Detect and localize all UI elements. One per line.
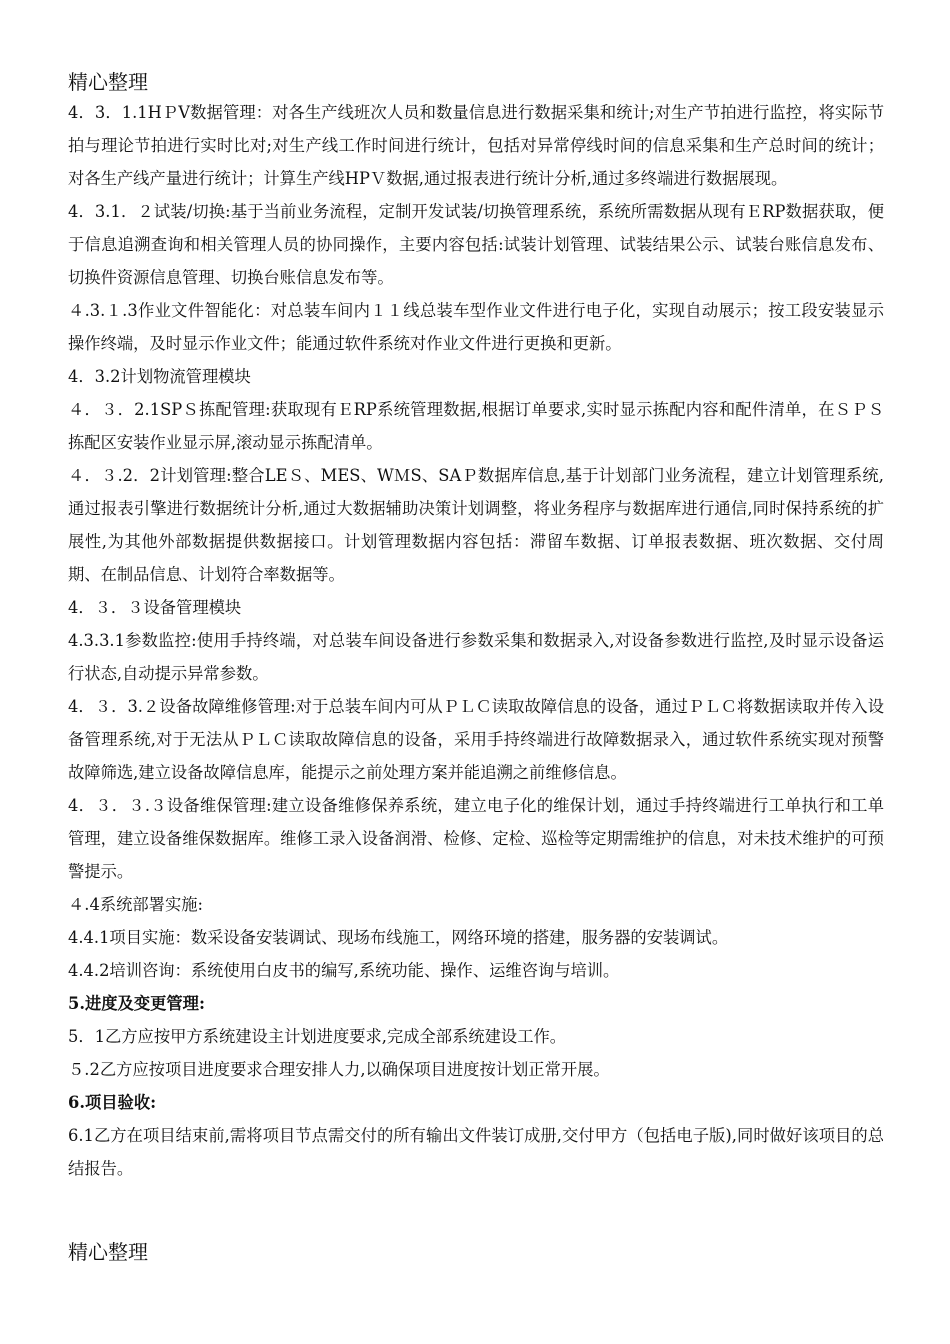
document-body: [68, 96, 884, 1185]
paragraph-4-3-3-2: 4．３．3.２设备故障维修管理:对于总装车间内可从ＰＬＣ读取故障信息的设备，通过ＰＬＣ将数据读取并传入设备管理系统,对于无法从ＰＬＣ读取故障信息的设备，采用手持终端进行故障数据录入，通过软件系统实现对预警故障筛选,建立设备故障信息库，能提示之前处理方案并能追溯之前维修信息。: [68, 697, 884, 782]
paragraph-4-3-3-3: 4．３．３.３设备维保管理:建立设备维修保养系统，建立电子化的维保计划，通过手持终端进行工单执行和工单管理，建立设备维保数据库。维修工录入设备润滑、检修、定检、巡检等定期需维护的信息，对未技术维护的可预警提示。: [68, 796, 884, 881]
paragraph-4-4-1: 4.4.1项目实施：数采设备安装调试、现场布线施工，网络环境的搭建，服务器的安装调试。: [68, 928, 729, 947]
paragraph-5-2: ５.2乙方应按项目进度要求合理安排人力,以确保项目进度按计划正常开展。: [68, 1060, 610, 1079]
paragraph-4-3-1-1: 4．3．1.1HＰV数据管理：对各生产线班次人员和数量信息进行数据采集和统计;对生产节拍进行监控，将实际节拍与理论节拍进行实时比对;对生产线工作时间进行统计，包括对异常停线时间的信息采集和生产总时间的统计；对各生产线产量进行统计；计算生产线HPＶ数据,通过报表进行统计分析,通过多终端进行数据展现。: [68, 103, 884, 188]
paragraph-6-1: 6.1乙方在项目结束前,需将项目节点需交付的所有输出文件装订成册,交付甲方（包括电子版),同时做好该项目的总结报告。: [68, 1126, 884, 1178]
page-header: 精心整理: [68, 70, 148, 94]
section-heading-4-3-2: 4．3.2计划物流管理模块: [68, 367, 251, 386]
section-heading-6: 6.项目验收:: [68, 1093, 157, 1112]
paragraph-4-3-1-3: ４.3.１.3作业文件智能化：对总装车间内１１线总装车型作业文件进行电子化，实现自动展示；按工段安装显示操作终端，及时显示作业文件；能通过软件系统对作业文件进行更换和更新。: [68, 301, 884, 353]
paragraph-4-3-2-1: ４．３．2.1SPＳ拣配管理:获取现有ＥRP系统管理数据,根据订单要求,实时显示拣配内容和配件清单，在ＳＰＳ拣配区安装作业显示屏,滚动显示拣配清单。: [68, 400, 884, 452]
paragraph-4-3-2-2: ４．３.2．2计划管理:整合LEＳ、MES、WＭS、SAＰ数据库信息,基于计划部门业务流程，建立计划管理系统,通过报表引擎进行数据统计分析,通过大数据辅助决策计划调整，将业务程序与数据库进行通信,同时保持系统的扩展性,为其他外部数据提供数据接口。计划管理数据内容包括：滞留车数据、订单报表数据、班次数据、交付周期、在制品信息、计划符合率数据等。: [68, 466, 884, 584]
page-footer: 精心整理: [68, 1240, 148, 1264]
paragraph-5-1: 5．1乙方应按甲方系统建设主计划进度要求,完成全部系统建设工作。: [68, 1027, 567, 1046]
paragraph-4-3-3-1: 4.3.3.1参数监控:使用手持终端，对总装车间设备进行参数采集和数据录入,对设备参数进行监控,及时显示设备运行状态,自动提示异常参数。: [68, 631, 884, 683]
section-heading-4-3-3: 4．３．３设备管理模块: [68, 598, 242, 617]
paragraph-4-3-1-2: 4．3.1．２试装/切换:基于当前业务流程，定制开发试装/切换管理系统，系统所需数据从现有ＥRP数据获取，便于信息追溯查询和相关管理人员的协同操作，主要内容包括:试装计划管理、试装结果公示、试装台账信息发布、切换件资源信息管理、切换台账信息发布等。: [68, 202, 884, 287]
paragraph-4-4-2: 4.4.2培训咨询：系统使用白皮书的编写,系统功能、操作、运维咨询与培训。: [68, 961, 620, 980]
section-heading-4-4: ４.4系统部署实施:: [68, 895, 203, 914]
section-heading-5: 5.进度及变更管理:: [68, 994, 205, 1013]
